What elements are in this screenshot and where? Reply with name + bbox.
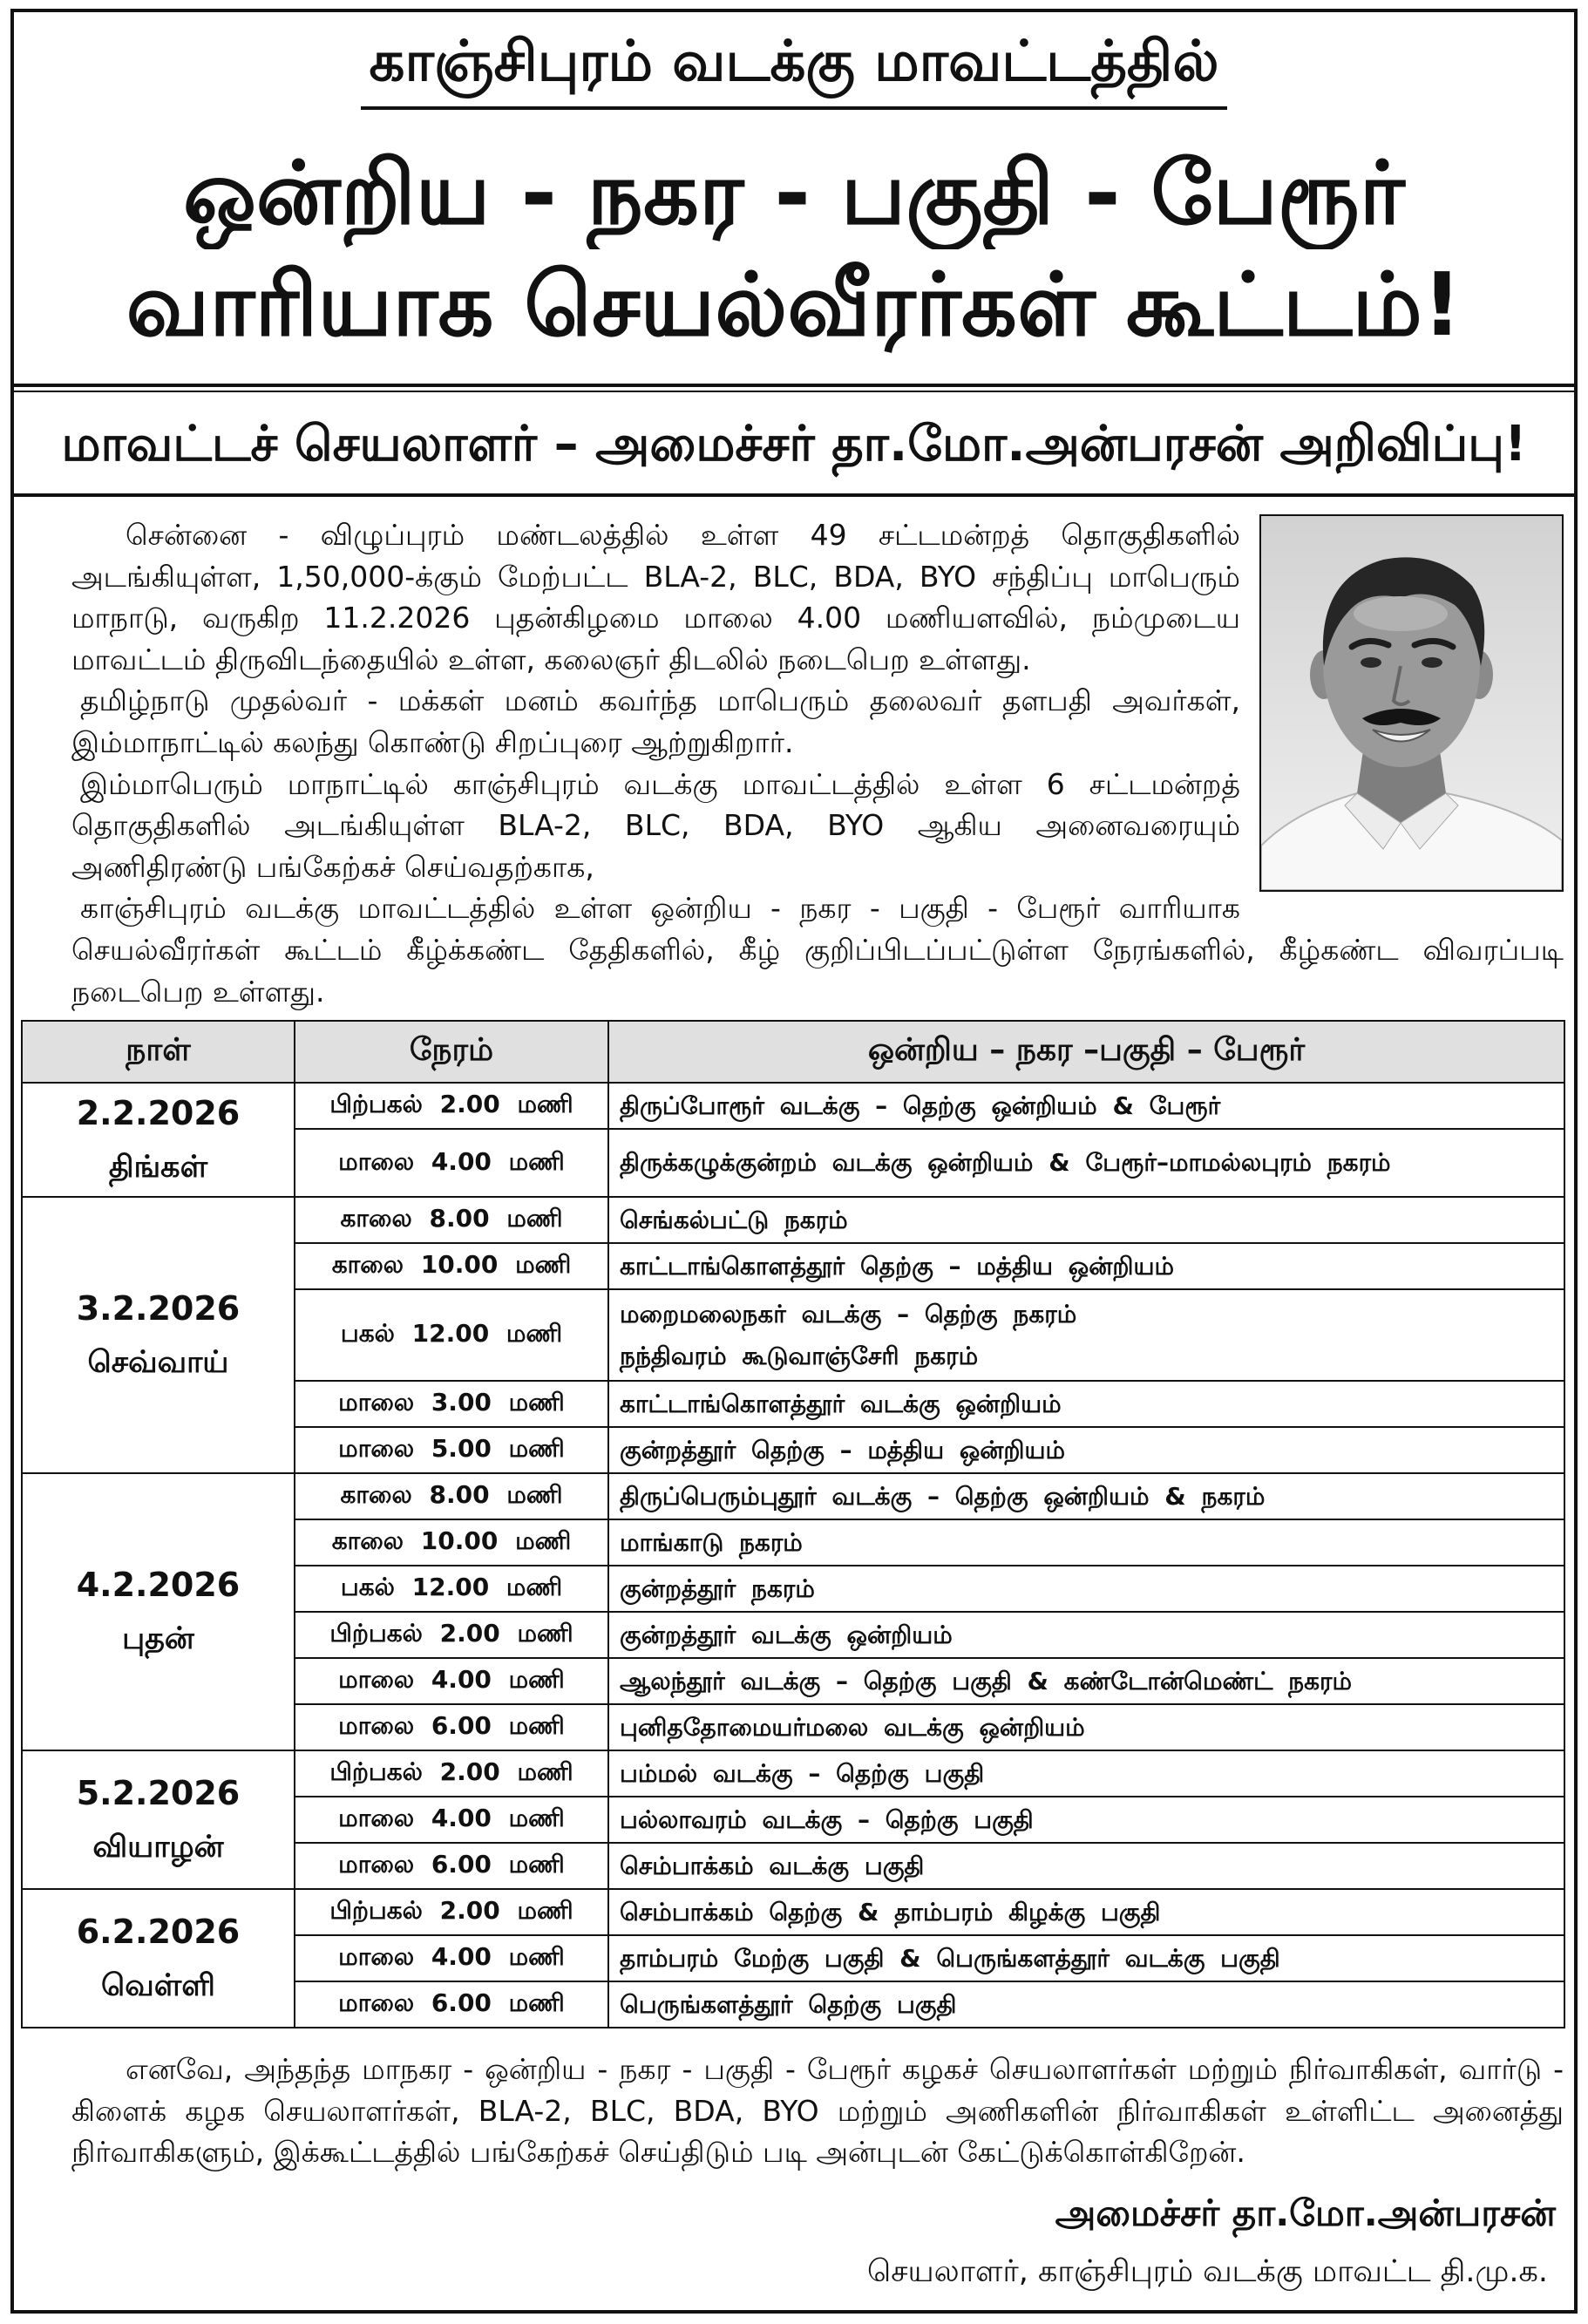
portrait-eye-left: [1361, 657, 1381, 668]
meeting-time: பிற்பகல் 2.00 மணி: [295, 1612, 608, 1658]
meeting-time: மாலை 6.00 மணி: [295, 1843, 608, 1889]
meeting-time: மாலை 4.00 மணி: [295, 1935, 608, 1981]
meeting-venue-cell: [608, 1129, 1564, 1197]
meeting-venue-cell: [608, 1889, 1564, 1935]
meeting-venue: செங்கல்பட்டு நகரம்: [620, 1205, 848, 1234]
schedule-body: [22, 1083, 1564, 2028]
announcement-subtitle: மாவட்டச் செயலாளர் – அமைச்சர் தா.மோ.அன்பரசன் அறிவிப்பு!: [61, 416, 1527, 472]
meeting-date: 2.2.2026: [76, 1093, 241, 1132]
meeting-day: செவ்வாய்: [87, 1344, 229, 1380]
meeting-venue: தாம்பரம் மேற்கு பகுதி & பெருங்களத்தூர் வடக்கு பகுதி: [620, 1943, 1280, 1973]
meeting-venue: நந்திவரம் கூடுவாஞ்சேரி நகரம்: [620, 1341, 979, 1370]
meeting-venue: செம்பாக்கம் வடக்கு பகுதி: [620, 1851, 925, 1880]
meeting-venue-cell: [608, 1427, 1564, 1473]
meeting-time: பகல் 12.00 மணி: [295, 1566, 608, 1612]
meeting-venue-cell: [608, 1750, 1564, 1797]
meeting-day: திங்கள்: [108, 1149, 208, 1185]
meeting-time: பகல் 12.00 மணி: [295, 1289, 608, 1381]
meeting-venue: திருப்போரூர் வடக்கு – தெற்கு ஒன்றியம் & பேரூர்: [620, 1091, 1221, 1120]
meeting-venue-cell: [608, 1658, 1564, 1704]
date-cell: [22, 1197, 295, 1473]
meeting-venue: புனிததோமையர்மலை வடக்கு ஒன்றியம்: [620, 1712, 1085, 1742]
meeting-time: காலை 8.00 மணி: [295, 1473, 608, 1519]
meeting-venue: பல்லாவரம் வடக்கு – தெற்கு பகுதி: [620, 1804, 1034, 1834]
meeting-time: காலை 10.00 மணி: [295, 1243, 608, 1289]
meeting-venue: காட்டாங்கொளத்தூர் தெற்கு – மத்திய ஒன்றியம்: [620, 1251, 1174, 1281]
schedule-row: [22, 1889, 1564, 1935]
notice-paragraph: காஞ்சிபுரம் வடக்கு மாவட்டத்தில் உள்ள ஒன்றிய - நகர - பகுதி - பேரூர் வாரியாக செயல்வீரர்கள் கூட்டம் கீழ்க்கண்ட தேதிகளில், கீழ் குறிப்பிடப்பட்டுள்ள நேரங்களில், கீழ்கண்ட விவரப்படி நடைபெற உள்ளது.: [71, 891, 1564, 1009]
schedule-row: [22, 1473, 1564, 1519]
meeting-venue: ஆலந்தூர் வடக்கு – தெற்கு பகுதி & கண்டோன்மெண்ட் நகரம்: [620, 1666, 1353, 1695]
schedule-row: [22, 1083, 1564, 1129]
meeting-time: மாலை 6.00 மணி: [295, 1704, 608, 1750]
meeting-venue: மறைமலைநகர் வடக்கு – தெற்கு நகரம்: [620, 1299, 1077, 1328]
schedule-header-row: [22, 1021, 1564, 1083]
signature-title: செயலாளர், காஞ்சிபுரம் வடக்கு மாவட்ட தி.மு.க.: [866, 2254, 1548, 2289]
portrait-forehead: [1354, 596, 1448, 631]
meeting-venue-cell: [608, 1289, 1564, 1381]
schedule-row: [22, 1197, 1564, 1243]
date-cell: [22, 1750, 295, 1889]
meeting-venue: பெருங்களத்தூர் தெற்கு பகுதி: [620, 1989, 957, 2019]
meeting-time: மாலை 4.00 மணி: [295, 1797, 608, 1843]
date-cell: [22, 1083, 295, 1197]
meeting-time: பிற்பகல் 2.00 மணி: [295, 1889, 608, 1935]
meeting-venue: குன்றத்தூர் நகரம்: [620, 1573, 815, 1603]
header-time: நேரம்: [295, 1021, 608, 1083]
title-district-text: காஞ்சிபுரம் வடக்கு மாவட்டத்தில்: [361, 23, 1228, 110]
meeting-venue-cell: [608, 1243, 1564, 1289]
meeting-venue: பம்மல் வடக்கு – தெற்கு பகுதி: [620, 1758, 985, 1788]
meeting-time: மாலை 4.00 மணி: [295, 1129, 608, 1197]
date-cell: [22, 1473, 295, 1750]
meeting-venue-cell: [608, 1843, 1564, 1889]
meeting-time: மாலை 5.00 மணி: [295, 1427, 608, 1473]
subtitle-divider: [10, 493, 1578, 497]
meeting-venue-cell: [608, 1473, 1564, 1519]
meeting-venue: திருக்கழுக்குன்றம் வடக்கு ஒன்றியம் & பேரூர்–மாமல்லபுரம் நகரம்: [620, 1148, 1391, 1177]
meeting-time: காலை 8.00 மணி: [295, 1197, 608, 1243]
portrait-photo: [1259, 514, 1564, 892]
meeting-date: 4.2.2026: [76, 1566, 241, 1604]
meeting-venue: குன்றத்தூர் வடக்கு ஒன்றியம்: [620, 1620, 953, 1649]
meeting-day: புதன்: [122, 1621, 194, 1656]
meeting-venue-cell: [608, 1981, 1564, 2028]
notice-body: [71, 514, 1564, 1018]
title-district: [14, 23, 1574, 119]
meeting-time: மாலை 4.00 மணி: [295, 1658, 608, 1704]
meeting-date: 6.2.2026: [76, 1912, 241, 1951]
header-date: நாள்: [22, 1021, 295, 1083]
meeting-day: வெள்ளி: [100, 1967, 215, 2003]
meeting-venue-cell: [608, 1612, 1564, 1658]
meeting-time: மாலை 6.00 மணி: [295, 1981, 608, 2028]
meeting-venue: குன்றத்தூர் தெற்கு – மத்திய ஒன்றியம்: [620, 1435, 1066, 1464]
meeting-venue-cell: [608, 1935, 1564, 1981]
title-main-line1: ஒன்றிய - நகர - பகுதி - பேரூர்: [183, 142, 1405, 244]
meeting-venue-cell: [608, 1083, 1564, 1129]
date-cell: [22, 1889, 295, 2028]
signature-name: அமைச்சர் தா.மோ.அன்பரசன்: [1055, 2191, 1556, 2234]
notice-paragraph: சென்னை - விழுப்புரம் மண்டலத்தில் உள்ள 49 சட்டமன்றத் தொகுதிகளில் அடங்கியுள்ள, 1,50,000-க்கும் மேற்பட்ட BLA-2, BLC, BDA, BYO சந்திப்பு மாபெரும் மாநாடு, வருகிற 11.2.2026 புதன்கிழமை மாலை 4.00 மணியளவில், நம்முடைய மாவட்டம் திருவிடந்தையில் உள்ள, கலைஞர் திடலில் நடைபெற உள்ளது.: [71, 518, 1240, 676]
meeting-venue-cell: [608, 1704, 1564, 1750]
meeting-day: வியாழன்: [92, 1829, 224, 1865]
meeting-date: 3.2.2026: [76, 1288, 241, 1328]
meeting-venue-cell: [608, 1197, 1564, 1243]
header-venue: ஒன்றிய – நகர –பகுதி – பேரூர்: [608, 1021, 1564, 1083]
notice-paragraph: இம்மாபெரும் மாநாட்டில் காஞ்சிபுரம் வடக்கு மாவட்டத்தில் உள்ள 6 சட்டமன்றத் தொகுதிகளில் அடங்கியுள்ள BLA-2, BLC, BDA, BYO ஆகிய அனைவரையும் அணிதிரண்டு பங்கேற்கச் செய்வதற்காக,: [71, 766, 1240, 884]
meeting-date: 5.2.2026: [76, 1773, 241, 1812]
meeting-venue: மாங்காடு நகரம்: [620, 1527, 803, 1557]
meeting-venue: காட்டாங்கொளத்தூர் வடக்கு ஒன்றியம்: [620, 1389, 1062, 1418]
notice-paragraph: தமிழ்நாடு முதல்வர் - மக்கள் மனம் கவர்ந்த மாபெரும் தலைவர் தளபதி அவர்கள், இம்மாநாட்டில் கலந்து கொண்டு சிறப்புரை ஆற்றுகிறார்.: [71, 683, 1240, 759]
schedule-row: [22, 1750, 1564, 1797]
meeting-venue: செம்பாக்கம் தெற்கு & தாம்பரம் கிழக்கு பகுதி: [620, 1897, 1161, 1926]
meeting-schedule-table: [21, 1020, 1565, 2028]
portrait-eye-right: [1422, 657, 1442, 668]
closing-paragraph: எனவே, அந்தந்த மாநகர - ஒன்றிய - நகர - பகுதி - பேரூர் கழகச் செயலாளர்கள் மற்றும் நிர்வாகிகள், வார்டு - கிளைக் கழக செயலாளர்கள், BLA-2, BLC, BDA, BYO மற்றும் அணிகளின் நிர்வாகிகள் உள்ளிட்ட அனைத்து நிர்வாகிகளும், இக்கூட்டத்தில் பங்கேற்கச் செய்திடும் படி அன்புடன் கேட்டுக்கொள்கிறேன்.: [71, 2052, 1564, 2170]
meeting-venue: திருப்பெரும்புதூர் வடக்கு – தெற்கு ஒன்றியம் & நகரம்: [620, 1481, 1266, 1511]
meeting-venue-cell: [608, 1519, 1564, 1566]
title-main-line2: வாரியாக செயல்வீரர்கள் கூட்டம்!: [126, 254, 1462, 356]
meeting-venue-cell: [608, 1566, 1564, 1612]
meeting-venue-cell: [608, 1381, 1564, 1427]
meeting-time: பிற்பகல் 2.00 மணி: [295, 1083, 608, 1129]
meeting-time: பிற்பகல் 2.00 மணி: [295, 1750, 608, 1797]
meeting-venue-cell: [608, 1797, 1564, 1843]
meeting-time: மாலை 3.00 மணி: [295, 1381, 608, 1427]
header-divider: [10, 384, 1578, 392]
meeting-time: காலை 10.00 மணி: [295, 1519, 608, 1566]
portrait-image: [1261, 516, 1562, 890]
